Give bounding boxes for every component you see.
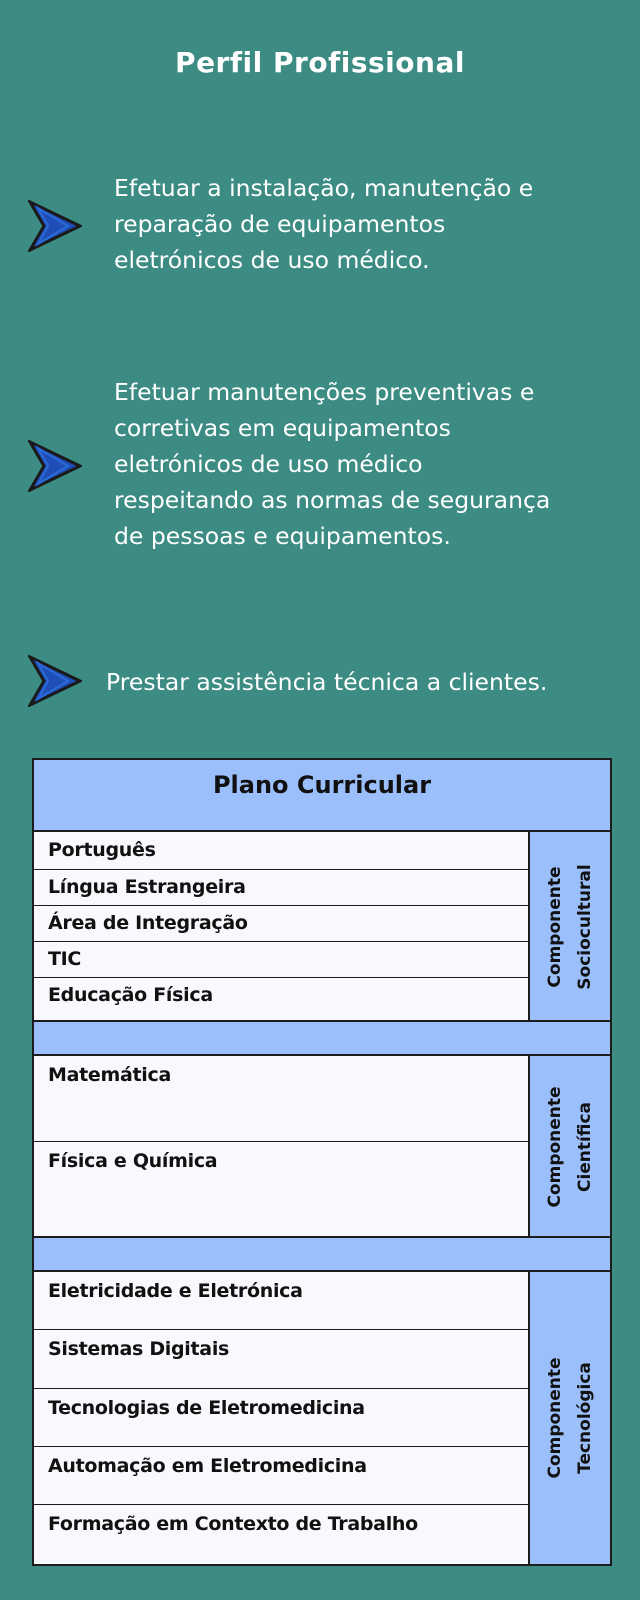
- component-label-line: Sociocultural: [575, 864, 595, 990]
- subject-row: Educação Física: [48, 984, 213, 1006]
- component-tecnologica: [528, 1272, 610, 1564]
- component-label-line: Componente: [545, 866, 565, 988]
- component-label: [540, 864, 600, 989]
- bullet-line: eletrónicos de uso médico.: [114, 246, 430, 274]
- bullet-line: corretivas em equipamentos: [114, 414, 451, 442]
- bullet-line: Efetuar manutenções preventivas e: [114, 378, 535, 406]
- bullet-line: Prestar assistência técnica a clientes.: [106, 668, 548, 696]
- bullet-line: Efetuar a instalação, manutenção e: [114, 174, 534, 202]
- subject-row: Português: [34, 832, 528, 870]
- component-label: [540, 1086, 600, 1207]
- component-label-line: Tecnológica: [575, 1362, 595, 1474]
- table-title: Plano Curricular: [34, 760, 610, 832]
- component-cientifica: [528, 1056, 610, 1238]
- component-label-line: Componente: [545, 1357, 565, 1479]
- chevron-arrow-icon: [28, 440, 82, 492]
- curriculum-table: [32, 758, 612, 1566]
- group-separator: [34, 1236, 610, 1272]
- chevron-arrow-icon: [28, 200, 82, 252]
- subject-row: Matemática: [34, 1056, 528, 1142]
- bullet-line: de pessoas e equipamentos.: [114, 522, 451, 550]
- subject-row: Tecnologias de Eletromedicina: [34, 1389, 528, 1447]
- bullet-line: respeitando as normas de segurança: [114, 486, 551, 514]
- subject-row: Automação em Eletromedicina: [34, 1447, 528, 1505]
- subject-row: Língua Estrangeira: [34, 870, 528, 906]
- page-title: Perfil Profissional: [175, 46, 465, 79]
- group-separator: [34, 1020, 610, 1056]
- bullet-text: [114, 170, 624, 278]
- component-sociocultural: [528, 832, 610, 1022]
- bullet-text: [106, 664, 616, 700]
- subject-row: Sistemas Digitais: [34, 1330, 528, 1389]
- component-label-line: Componente: [545, 1086, 565, 1208]
- subject-row: TIC: [34, 942, 528, 978]
- bullet-line: reparação de equipamentos: [114, 210, 446, 238]
- subject-row: Formação em Contexto de Trabalho: [48, 1513, 418, 1535]
- bullet-line: eletrónicos de uso médico: [114, 450, 423, 478]
- subject-row: Área de Integração: [34, 906, 528, 942]
- subject-row: Física e Química: [48, 1150, 218, 1172]
- subject-row: Eletricidade e Eletrónica: [34, 1272, 528, 1330]
- component-label: [540, 1357, 600, 1478]
- chevron-arrow-icon: [28, 655, 82, 707]
- component-label-line: Científica: [575, 1101, 595, 1193]
- bullet-text: [114, 374, 624, 554]
